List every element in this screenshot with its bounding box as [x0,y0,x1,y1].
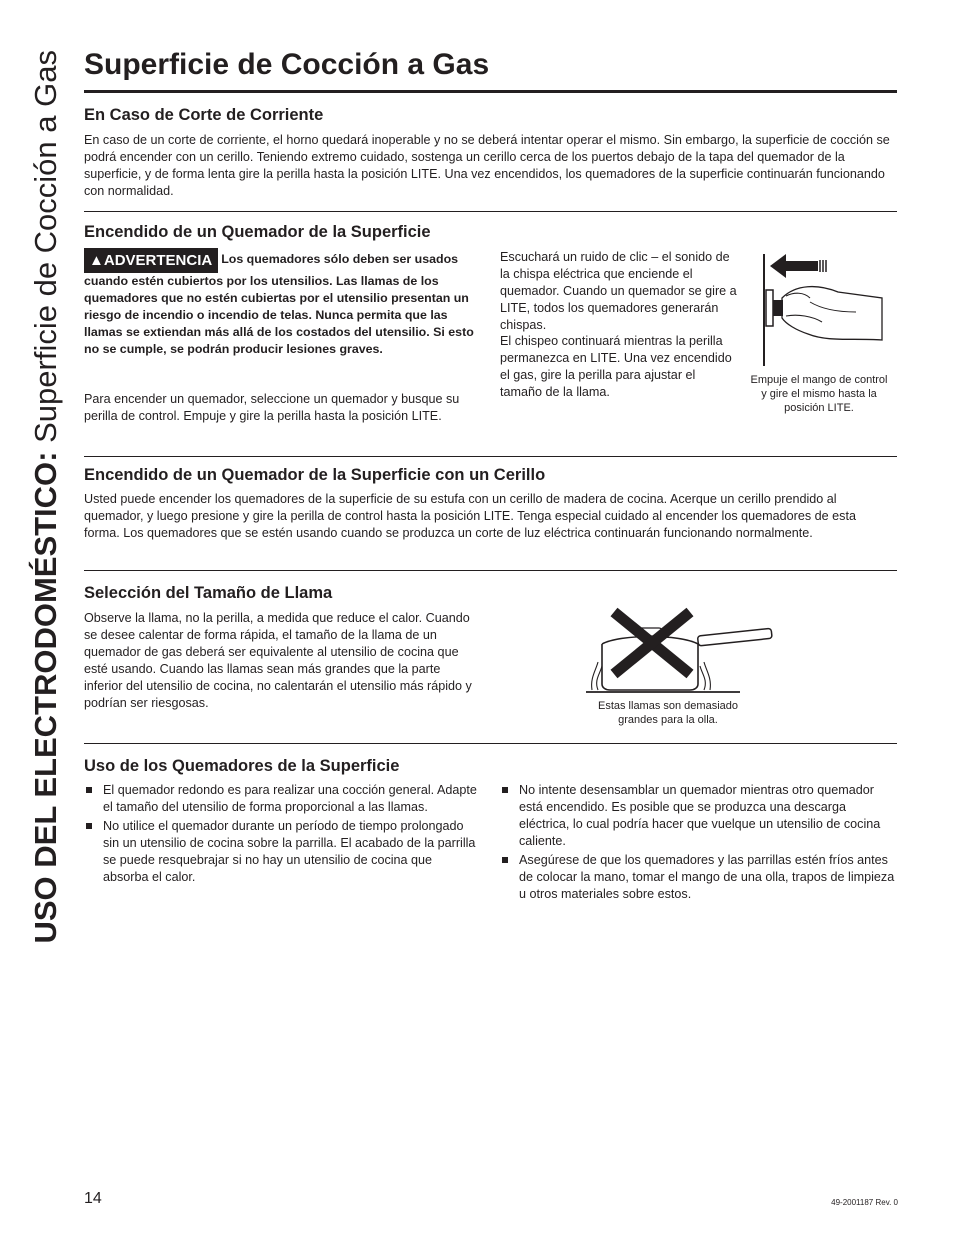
knob-push-illustration [756,248,886,372]
bullets-left [84,782,478,888]
side-tab-regular: Superficie de Cocción a Gas [28,50,63,452]
page-title: Superficie de Cocción a Gas [84,48,490,81]
warning-block [84,248,476,358]
hand-icon [782,287,882,340]
bullet-icon [502,857,508,863]
list-item [84,818,478,886]
caption-knob: Empuje el mango de control y gire el mismo hasta la posición LITE. [750,374,888,414]
bullets-right [500,782,896,905]
body-lighting-right-1: Escuchará un ruido de clic – el sonido de la chispa eléctrica que enciende el quemador. Cuando un quemador se gire a LITE, todos los quemadores generarán chispas. [500,250,737,332]
bullet-text: El quemador redondo es para realizar una cocción general. Adapte el tamaño del utensilio de forma proporcional a las llamas. [103,783,477,814]
knob [766,290,773,326]
flame-icon [592,662,711,690]
doc-code: 49-2001187 Rev. 0 [831,1198,898,1207]
title-rule [84,90,897,93]
oversized-flame-illustration [580,604,780,700]
body-lighting-right-2: El chispeo continuará mientras la perilla permanezca en LITE. Una vez encendido el gas, gire la perilla para ajustar el tamaño de la llama. [500,334,732,399]
divider [84,570,897,571]
list-item [84,782,478,816]
divider [84,743,897,744]
bullet-icon [86,823,92,829]
divider [84,211,897,212]
side-tab [28,50,64,960]
push-arrow-icon [770,254,826,278]
caption-flame: Estas llamas son demasiado grandes para la olla. [597,700,738,726]
heading-match-lighting: Encendido de un Quemador de la Superficie con un Cerillo [84,466,546,484]
cross-out-icon [614,612,690,674]
bullet-icon [86,787,92,793]
heading-using-burners: Uso de los Quemadores de la Superficie [84,757,400,775]
body-power-outage: En caso de un corte de corriente, el horno quedará inoperable y no se deberá intentar operar el mismo. Sin embargo, la superficie de cocción se podrá encender con un cerillo. Teniendo extremo cuidado, sostenga un cerillo cerca de los puertos debajo de la tapa del quemador de la superficie, y de forma lenta gire la perilla hasta la posición LITE. Una vez encendidos, los quemadores de la superficie continuarán funcionando con normalidad. [84,133,890,198]
warning-badge [84,248,218,273]
side-tab-text [28,50,64,960]
list-item [500,782,896,850]
heading-power-outage: En Caso de Corte de Corriente [84,106,324,124]
bullet-icon [502,787,508,793]
body-flame-size: Observe la llama, no la perilla, a medida que reduce el calor. Cuando se desee calentar de forma rápida, el tamaño de la llama de un quemador de gas deberá ser equivalente al utensilio de cocina que esté usando. Cuando las llamas sean más grandes que la parte inferior del utensilio de cocina, no calentarán el utensilio más rápido y podrían ser riesgosas. [84,611,472,710]
warning-text: Los quemadores sólo deben ser usados cuando estén cubiertos por los utensilios. Las llamas de los quemadores que no estén cubiertas por el utensilio presentan un riesgo de incendio o incendio de telas. Nunca permita que las llamas se extiendan más allá de los costados del utensilio. Si esto no se cumple, se podrán producir lesiones graves. [84,252,474,356]
body-match-lighting: Usted puede encender los quemadores de la superficie de su estufa con un cerillo de madera de cocina. Acerque un cerillo prendido al quemador, y luego presione y gire la perilla de control hasta la posición LITE. Tenga especial cuidado al encender los quemadores de esta forma. Los quemadores que se estén usando cuando se produzca un corte de luz eléctrica continuarán funcionando normalmente. [84,492,856,540]
heading-flame-size: Selección del Tamaño de Llama [84,584,333,602]
list-item [500,852,896,903]
page-number: 14 [84,1190,102,1207]
bullet-text: Asegúrese de que los quemadores y las parrillas estén fríos antes de colocar la mano, tomar el mango de una olla, trapos de limpieza u otros materiales sobre estos. [519,853,895,901]
heading-lighting: Encendido de un Quemador de la Superficie [84,223,431,241]
warning-triangle-icon: ▲ [89,252,104,269]
bullet-text: No intente desensamblar un quemador mientras otro quemador está encendido. Es posible que se produzca una descarga eléctrica, lo cual podría hacer que vuelque un utensilio de cocina caliente. [519,783,881,848]
body-lighting-left: Para encender un quemador, seleccione un quemador y busque su perilla de control. Empuje y gire la perilla hasta la posición LITE. [84,392,460,423]
warning-label: ADVERTENCIA [103,252,213,269]
divider [84,456,897,457]
side-tab-bold: USO DEL ELECTRODOMÉSTICO: [28,451,63,944]
bullet-text: No utilice el quemador durante un período de tiempo prolongado sin un utensilio de cocina sobre la parrilla. El acabado de la parrilla se puede resquebrajar si no hay un utensilio de cocina que absorba el calor. [103,819,476,884]
